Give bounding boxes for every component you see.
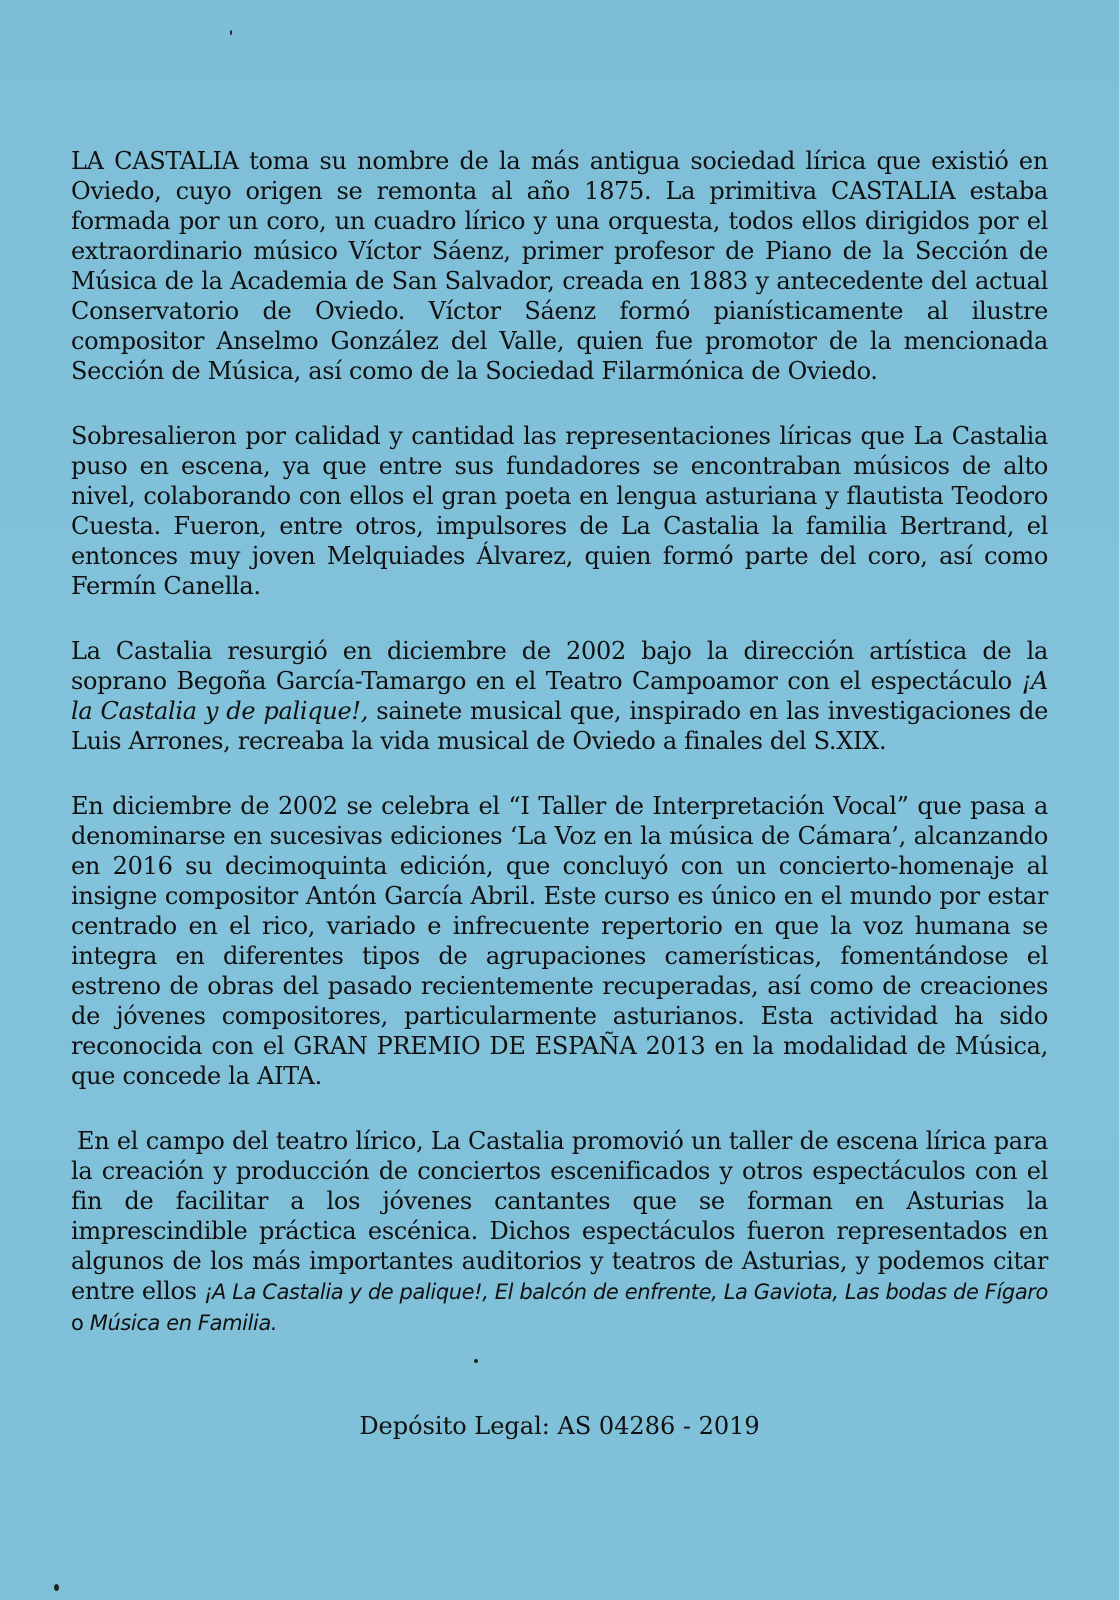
paragraph-revival xyxy=(71,636,1048,756)
show-title-last: Música en Familia. xyxy=(89,1311,278,1335)
conjunction: o xyxy=(71,1311,90,1335)
paragraph-history: LA CASTALIA toma su nombre de la más antigua sociedad lírica que existió en Oviedo, cuyo origen se remonta al año 1875. La primitiva CASTALIA estaba formada por un coro, un cuadro lírico y una orquesta, todos ellos dirigidos por el extraordinario músico Víctor Sáenz, primer profesor de Piano de la Sección de Música de la Academia de San Salvador, creada en 1883 y antecedente del actual Conservatorio de Oviedo. Víctor Sáenz formó pianísticamente al ilustre compositor Anselmo González del Valle, quien fue promotor de la mencionada Sección de Música, así como de la Sociedad Filarmónica de Oviedo. xyxy=(71,147,1048,385)
show-title: ¡A la Castalia y de palique!, xyxy=(71,667,1048,725)
show-titles-list: ¡A La Castalia y de palique!, El balcón de enfrente, La Gaviota, Las bodas de Fígaro xyxy=(203,1280,1048,1304)
paragraph-workshop: En diciembre de 2002 se celebra el “I Taller de Interpretación Vocal” que pasa a denominarse en sucesivas ediciones ‘La Voz en la música de Cámara’, alcanzando en 2016 su decimoquinta edición, que concluyó con un concierto-homenaje al insigne compositor Antón García Abril. Este curso es único en el mundo por estar centrado en el rico, variado e infrecuente repertorio en que la voz humana se integra en diferentes tipos de agrupaciones camerísticas, fomentándose el estreno de obras del pasado recientemente recuperadas, así como de creaciones de jóvenes compositores, particularmente asturianos. Esta actividad ha sido reconocida con el GRAN PREMIO DE ESPAÑA 2013 en la modalidad de Música, que concede la AITA. xyxy=(71,792,1048,1090)
paragraph-lyric-theatre xyxy=(71,1126,1048,1338)
body-text xyxy=(71,146,1048,1373)
scan-speck xyxy=(230,30,232,35)
paragraph-performances: Sobresalieron por calidad y cantidad las representaciones líricas que La Castalia puso en escena, ya que entre sus fundadores se encontraban músicos de alto nivel, colaborando con ellos el gran poeta en lengua asturiana y flautista Teodoro Cuesta. Fueron, entre otros, impulsores de La Castalia la familia Bertrand, el entonces muy joven Melquiades Álvarez, quien formó parte del coro, así como Fermín Canella. xyxy=(71,422,1048,600)
paragraph-lyric-theatre-text: En el campo del teatro lírico, La Castalia promovió un taller de escena lírica para la creación y producción de conciertos escenificados y otros espectáculos con el fin de facilitar a los jóvenes cantantes que se forman en Asturias la imprescindible práctica escénica. Dichos espectáculos fueron representados en algunos de los más importantes auditorios y teatros de Asturias, y podemos citar entre ellos xyxy=(71,1127,1048,1305)
paragraph-revival-text-b: sainete musical que, inspirado en las investigaciones de Luis Arrones, recreaba la vida musical de Oviedo a finales del S.XIX. xyxy=(71,697,1049,755)
legal-deposit: Depósito Legal: AS 04286 - 2019 xyxy=(359,1412,760,1440)
scan-speck xyxy=(474,1359,478,1363)
scan-speck xyxy=(54,1584,59,1591)
paragraph-revival-text-a: La Castalia resurgió en diciembre de 2002 bajo la dirección artística de la soprano Begoña García-Tamargo en el Teatro Campoamor con el espectáculo xyxy=(71,637,1048,695)
